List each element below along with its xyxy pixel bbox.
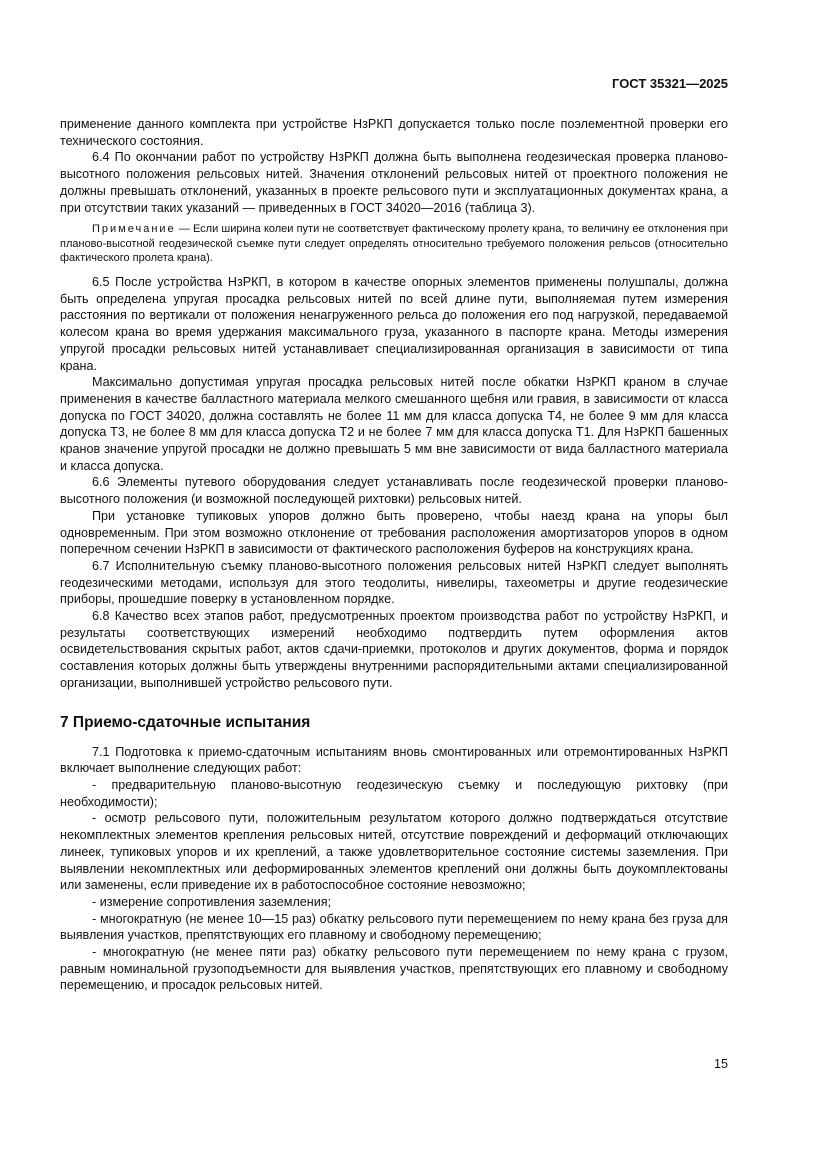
list-item: - осмотр рельсового пути, положительным результатом которого должно подтверждаться отсутствие некомплектных элементов крепления рельсовых нитей, отсутствие повреждений и деформаций отключающих линеек, тупиковых упоров и их креплений, а также удовлетворительное состояние системы заземления. При выявлении некомплектных или деформированных элементов креплений они должны быть доукомплектованы или заменены, если приведение их в работоспособное состояние невозможно;: [60, 811, 728, 893]
note-text: — Если ширина колеи пути не соответствует фактическому пролету крана, то величину ее отклонения при планово-высотной геодезической съемке пути следует определять относительно требуемого положения рельсов (относительно фактического пролета крана).: [60, 223, 728, 265]
document-header-id: ГОСТ 35321—2025: [612, 76, 728, 91]
section-heading: 7 Приемо-сдаточные испытания: [60, 713, 311, 731]
note-label: Примечание: [92, 223, 176, 236]
page-number: 15: [713, 1057, 728, 1071]
paragraph: При установке тупиковых упоров должно быть проверено, чтобы наезд крана на упоры был одновременным. При этом возможно отклонение от требования расположения амортизаторов упоров в одном поперечном сечении НзРКП в зависимости от фактического расположения буферов на конструкциях крана.: [60, 508, 728, 557]
paragraph-7-1: 7.1 Подготовка к приемо-сдаточным испытаниям вновь смонтированных или отремонтированных НзРКП включает выполнение следующих работ:: [60, 744, 728, 776]
paragraph-6-5: 6.5 После устройства НзРКП, в котором в качестве опорных элементов применены полушпалы, должна быть определена упругая просадка рельсовых нитей по всей длине пути, выполняемая путем измерения расстояния по вертикали от положения ненагруженного рельса до положения его под нагрузкой, передаваемой колесом крана во время удержания максимального груза, указанного в паспорте крана. Методы измерения упругой просадки рельсовых нитей устанавливает специализированная организация в зависимости от типа крана.: [60, 275, 728, 373]
paragraph-6-4: 6.4 По окончании работ по устройству НзРКП должна быть выполнена геодезическая проверка планово-высотного положения рельсовых нитей. Значения отклонений рельсовых нитей от проектного положения не должны превышать отклонений, указанных в проекте рельсового пути и эксплуатационных документах крана, а при отсутствии таких указаний — приведенных в ГОСТ 34020—2016 (таблица 3).: [60, 150, 728, 215]
list-item: - многократную (не менее 10—15 раз) обкатку рельсового пути перемещением по нему крана без груза для выявления участков, препятствующих его плавному и свободному перемещению;: [60, 911, 728, 943]
paragraph: Максимально допустимая упругая просадка рельсовых нитей после обкатки НзРКП краном в случае применения в качестве балластного материала мелкого смешанного щебня или гравия, в зависимости от класса допуска по ГОСТ 34020, должна составлять не более 11 мм для класса допуска Т4, не более 9 мм для класса допуска Т3, не более 8 мм для класса допуска Т2 и не более 7 мм для класса допуска Т1. Для НзРКП башенных кранов значение упругой просадки не должно превышать 5 мм вне зависимости от вида балластного материала и класса допуска.: [60, 375, 728, 473]
list-item: - многократную (не менее пяти раз) обкатку рельсового пути перемещением по нему крана с грузом, равным номинальной грузоподъемности для выявления участков, препятствующих его плавному и свободному перемещению, и просадок рельсовых нитей.: [60, 945, 728, 993]
note: [60, 222, 728, 266]
document-body: [60, 116, 728, 994]
paragraph-6-6: 6.6 Элементы путевого оборудования следует устанавливать после геодезической проверки планово-высотного положения (и возможной последующей рихтовки) рельсовых нитей.: [60, 475, 728, 507]
paragraph-6-7: 6.7 Исполнительную съемку планово-высотного положения рельсовых нитей НзРКП следует выполнять геодезическими методами, используя для этого теодолиты, нивелиры, тахеометры и другие геодезические приборы, прошедшие поверку в установленном порядке.: [60, 558, 728, 607]
list-item: - предварительную планово-высотную геодезическую съемку и последующую рихтовку (при необходимости);: [60, 777, 728, 809]
paragraph-6-8: 6.8 Качество всех этапов работ, предусмотренных проектом производства работ по устройству НзРКП, и результаты соответствующих измерений необходимо подтвердить путем оформления актов освидетельствования скрытых работ, актов сдачи-приемки, протоколов и других документов, форма и порядок составления которых должны быть утверждены внутренними распорядительными актами специализированной организации, выполнившей устройство рельсового пути.: [60, 609, 728, 690]
list-item: - измерение сопротивления заземления;: [92, 894, 332, 909]
paragraph: применение данного комплекта при устройстве НзРКП допускается только после поэлементной проверки его технического состояния.: [60, 117, 728, 148]
